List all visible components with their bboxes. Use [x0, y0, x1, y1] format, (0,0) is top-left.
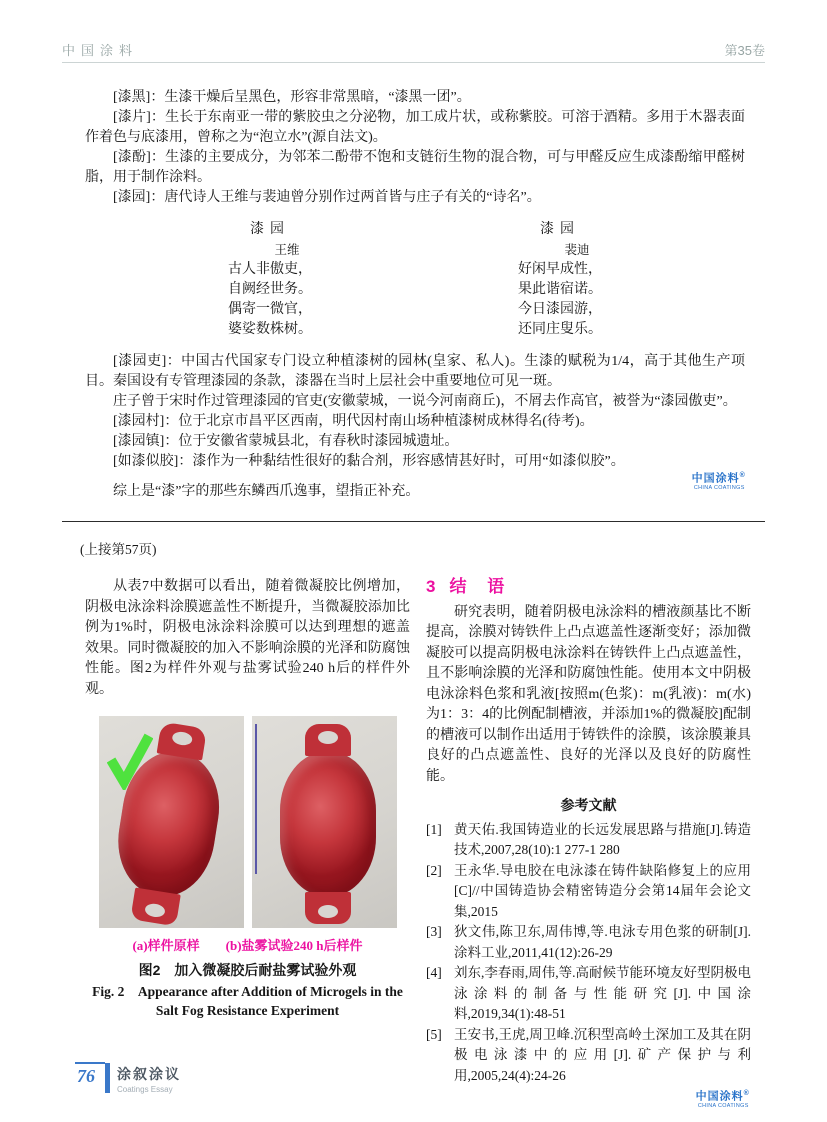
- reference-number: [3]: [426, 924, 442, 939]
- section-number: 3: [426, 577, 436, 596]
- essay-paragraph: [漆黑]：生漆干燥后呈黑色，形容非常黑暗，“漆黑一团”。: [113, 90, 471, 105]
- photo-background-line: [255, 724, 257, 874]
- figure-label-a: (a)样件原样: [132, 938, 200, 953]
- figure-photo-a: [99, 716, 244, 928]
- essay-paragraph: [漆园村]：位于北京市昌平区西南，明代因村南山场种植漆树成林得名(待考)。: [113, 414, 594, 429]
- logo-text-en: CHINA COATINGS: [697, 1103, 749, 1109]
- journal-name: 中国涂料: [62, 43, 139, 58]
- poem-line: 婆娑数株树。: [228, 322, 312, 337]
- logo-text-zh: 中国涂料: [691, 472, 740, 485]
- reference-number: [2]: [426, 862, 442, 878]
- registered-mark: ®: [743, 1090, 750, 1097]
- section-divider: [62, 521, 765, 522]
- column-name-zh: 涂叙涂议: [117, 1066, 181, 1082]
- section-title: 结 语: [449, 577, 513, 596]
- poem-title: 漆园: [250, 222, 290, 237]
- poem-title: 漆园: [540, 222, 580, 237]
- left-column: [85, 577, 410, 1109]
- china-coatings-logo: [695, 1090, 752, 1109]
- reference-text: 狄文伟,陈卫东,周伟博,等.电泳专用色浆的研制[J].涂料工业,2011,41(12):26-29: [454, 924, 751, 960]
- page-footer: [75, 1062, 181, 1094]
- poem-line: 好闲早成性，: [518, 262, 602, 277]
- two-column-section: [85, 577, 751, 1109]
- red-part-sample: [280, 724, 376, 920]
- poem-line: 偶寄一微官，: [228, 302, 312, 317]
- figure-caption-en: Fig. 2 Appearance after Addition of Microgels in the Salt Fog Resistance Experiment: [92, 984, 403, 1018]
- reference-text: 王永华.导电胶在电泳漆在铸件缺陷修复上的应用[C]//中国铸造协会精密铸造分会第14届年会论文集,2015: [454, 862, 751, 919]
- reference-text: 黄天佑.我国铸造业的长远发展思路与措施[J].铸造技术,2007,28(10):1 277-1 280: [454, 821, 751, 857]
- reference-item: [426, 820, 751, 861]
- reference-text: 王安书,王虎,周卫峰.沉积型高岭土深加工及其在阴极电泳漆中的应用[J].矿产保护与利用,2005,24(4):24-26: [454, 1026, 751, 1083]
- poem-author: 裴迪: [564, 243, 590, 257]
- right-column: [426, 577, 751, 1109]
- poem-line: 还同庄叟乐。: [518, 322, 602, 337]
- body-paragraph: 从表7中数据可以看出，随着微凝胶比例增加，阴极电泳涂料涂膜遮盖性不断提升，当微凝胶添加比例为1%时，阴极电泳涂料涂膜可以达到理想的遮盖效果。同时微凝胶的加入不影响涂膜的光泽和防腐蚀性能。图2为样件外观与盐雾试验240 h后的样件外观。: [85, 579, 410, 697]
- checkmark-icon: [107, 730, 153, 790]
- figure-label-b: (b)盐雾试验240 h后样件: [225, 938, 363, 953]
- essay-closing: 综上是“漆”字的那些东鳞西爪逸事，望指正补充。: [113, 484, 420, 499]
- figure-sublabels: [85, 936, 410, 957]
- column-name-en: Coatings Essay: [117, 1085, 173, 1094]
- continued-from-note: (上接第57页): [80, 542, 157, 557]
- essay-paragraph: [如漆似胶]：漆作为一种黏结性很好的黏合剂，形容感情甚好时，可用“如漆似胶”。: [113, 454, 625, 469]
- poem-wangwei: [180, 220, 360, 340]
- poem-peidi: [470, 220, 650, 340]
- footer-accent-bar: [105, 1063, 110, 1093]
- essay-paragraph: [漆片]：生长于东南亚一带的紫胶虫之分泌物，加工成片状，或称紫胶。可溶于酒精。多用于木器表面作着色与底漆用，曾称之为“泡立水”(源自法文)。: [85, 110, 745, 145]
- figure-photos: [85, 716, 410, 928]
- reference-item: [426, 1025, 751, 1087]
- poem-line: 自阙经世务。: [228, 282, 312, 297]
- poem-line: 古人非傲吏，: [228, 262, 312, 277]
- poem-author: 王维: [274, 243, 300, 257]
- page-header: [62, 40, 765, 59]
- china-coatings-logo: [691, 472, 748, 491]
- poems-block: [85, 220, 745, 340]
- figure-caption-zh: 图2 加入微凝胶后耐盐雾试验外观: [138, 961, 357, 978]
- volume-label: 第35卷: [724, 43, 765, 58]
- conclusion-heading: [426, 577, 751, 598]
- reference-text: 刘东,李春雨,周伟,等.高耐候节能环境友好型阴极电泳涂料的制备与性能研究[J].中国涂料,2019,34(1):48-51: [454, 965, 751, 1021]
- reference-number: [1]: [426, 821, 442, 837]
- logo-text-zh: 中国涂料: [695, 1090, 744, 1103]
- reference-item: [426, 922, 751, 963]
- essay-paragraph: [漆酚]：生漆的主要成分，为邻苯二酚带不饱和支链衍生物的混合物，可与甲醛反应生成漆酚缩甲醛树脂，用于制作涂料。: [85, 150, 745, 185]
- reference-item: [426, 861, 751, 923]
- header-rule: [62, 62, 765, 63]
- reference-item: [426, 963, 751, 1025]
- figure-photo-b: [252, 716, 397, 928]
- poem-line: 果此谐宿诺。: [518, 282, 602, 297]
- essay-paragraph: 庄子曾于宋时作过管理漆园的官吏(安徽蒙城，一说今河南商丘)，不屑去作高官，被誉为“漆园傲吏”。: [113, 394, 737, 409]
- essay-paragraph: [漆园]：唐代诗人王维与裴迪曾分别作过两首皆与庄子有关的“诗名”。: [113, 190, 541, 205]
- essay-paragraph: [漆园吏]：中国古代国家专门设立种植漆树的园林(皇家、私人)。生漆的赋税为1/4，高于其他生产项目。秦国设有专管理漆园的条款，漆器在当时上层社会中重要地位可见一斑。: [85, 354, 745, 389]
- reference-number: [4]: [426, 965, 442, 980]
- poem-line: 今日漆园游，: [518, 302, 602, 317]
- reference-number: [5]: [426, 1026, 442, 1042]
- figure-2: [85, 716, 410, 1020]
- essay-article: [85, 88, 745, 502]
- registered-mark: ®: [739, 472, 746, 479]
- references-title: 参考文献: [560, 797, 617, 813]
- conclusion-paragraph: 研究表明，随着阴极电泳涂料的槽液颜基比不断提高，涂膜对铸铁件上凸点遮盖性逐渐变好；添加微凝胶可以提高阴极电泳涂料在铸铁件上凸点遮盖性，且不影响涂膜的光泽和防腐蚀性能。使用本文中阴极电泳涂料色浆和乳液[按照m(色浆)：m(乳液)：m(水)为1：3：4的比例配制槽液，并添加1%的微凝胶]配制的槽液可以制作出适用于铸铁件的涂膜，该涂膜兼具良好的凸点遮盖性、良好的光泽以及良好的防腐性能。: [426, 604, 751, 784]
- logo-text-en: CHINA COATINGS: [693, 485, 745, 491]
- page-number: 76: [75, 1062, 105, 1089]
- essay-paragraph: [漆园镇]：位于安徽省蒙城县北，有春秋时漆园城遗址。: [113, 434, 459, 449]
